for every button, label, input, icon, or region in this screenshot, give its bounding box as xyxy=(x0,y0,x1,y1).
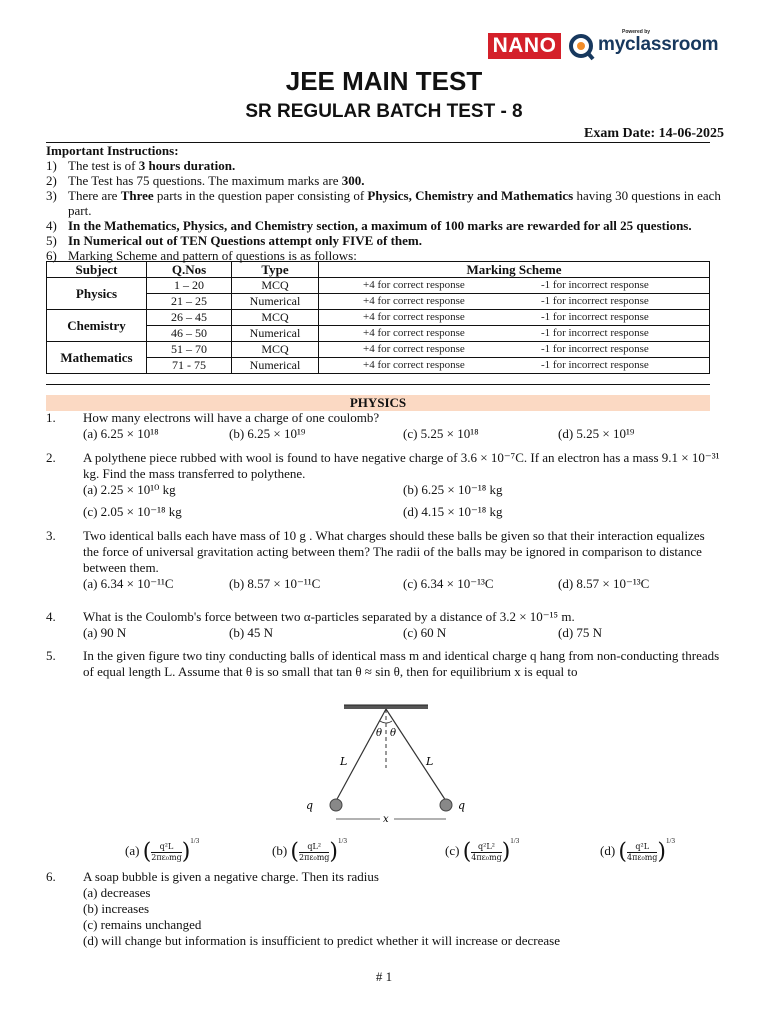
option-c: (c) 60 N xyxy=(403,625,447,640)
section-divider xyxy=(46,384,710,385)
option-d: (d) 75 N xyxy=(558,625,603,640)
table-header: Subject xyxy=(47,262,147,278)
question-text: How many electrons will have a charge of one coulomb? xyxy=(83,410,380,425)
option-b: (b) 6.25 × 10⁻¹⁸ kg xyxy=(403,482,503,497)
subject-cell: Chemistry xyxy=(47,310,147,342)
table-header: Marking Scheme xyxy=(319,262,710,278)
table-row: 46 – 50 Numerical +4 for correct response -1 for incorrect response xyxy=(47,326,710,342)
pendulum-figure xyxy=(290,703,480,828)
charge-label: q xyxy=(306,799,314,812)
instruction-item: 3) There are Three parts in the question paper consisting of Physics, Chemistry and Mathematics having 30 questions in each part. xyxy=(46,188,721,218)
myclassroom-logo-text: myclassroom xyxy=(598,34,719,55)
table-header: Q.Nos xyxy=(147,262,232,278)
table-row: Chemistry 26 – 45 MCQ +4 for correct response -1 for incorrect response xyxy=(47,310,710,326)
option-b: (b) 8.57 × 10⁻¹¹C xyxy=(229,576,321,591)
question-6: 6. A soap bubble is given a negative charge. Then its radius (a) decreases (b) increases (c) remains unchanged (d) will change but information is insufficient to predict whether it will increase or decrease xyxy=(46,869,721,951)
subject-cell: Mathematics xyxy=(47,342,147,374)
question-5-options xyxy=(83,830,703,866)
instruction-item: 2) The Test has 75 questions. The maximum marks are 300. xyxy=(46,173,365,188)
option-d: (d) 8.57 × 10⁻¹³C xyxy=(558,576,650,591)
option-a: (a) 6.34 × 10⁻¹¹C xyxy=(83,576,174,591)
table-row: 21 – 25 Numerical +4 for correct response -1 for incorrect response xyxy=(47,294,710,310)
question-5: 5. In the given figure two tiny conducting balls of identical mass m and identical charge q hang from non-conducting threads of equal length L. Assume that θ is so small that tan θ ≈ sin θ, then for equilibrium x is equal to xyxy=(46,648,720,679)
option-c: (c) 6.34 × 10⁻¹³C xyxy=(403,576,494,591)
question-text: Two identical balls each have mass of 10 g . What charges should these balls be given so that their interaction equalizes the force of universal gravitation acting between them? The radii of the balls may be ignored in comparison to distance between them. xyxy=(83,528,705,575)
option-c: (c) 2.05 × 10⁻¹⁸ kg xyxy=(83,504,182,519)
option-b: (b) increases xyxy=(83,901,150,916)
option-a: (a) 90 N xyxy=(83,625,127,640)
question-text: What is the Coulomb's force between two α-particles separated by a distance of 3.2 × 10⁻¹⁵ m. xyxy=(83,609,575,624)
question-3: 3. Two identical balls each have mass of 10 g . What charges should these balls be given so that their interaction equalizes the force of universal gravitation acting between them? The radii of the balls may be ignored in comparison to distance between them. (a) 6.34 × 10⁻¹¹C (b) 8.57 × 10⁻¹¹C (c) 6.34 × 10⁻¹³C (d) 8.57 × 10⁻¹³C xyxy=(46,528,721,596)
table-row: 71 - 75 Numerical +4 for correct response -1 for incorrect response xyxy=(47,358,710,374)
theta-label: θ xyxy=(376,728,383,739)
nano-logo: NANO xyxy=(488,33,561,59)
instructions-block xyxy=(46,143,721,263)
page-subtitle: SR REGULAR BATCH TEST - 8 xyxy=(245,101,523,122)
option-c: (c) ( $\frac{\text{q²L²}}{\text{4πε₀mg}}$ )1/3 xyxy=(445,837,520,865)
length-label: L xyxy=(340,755,348,768)
question-4: 4. What is the Coulomb's force between two α-particles separated by a distance of 3.2 × 10⁻¹⁵ m. (a) 90 N (b) 45 N (c) 60 N (d) 75 N xyxy=(46,609,721,643)
option-c: (c) 5.25 × 10¹⁸ xyxy=(403,426,479,441)
charge-label: q xyxy=(458,799,466,812)
marking-scheme-table xyxy=(46,261,710,374)
table-row: Physics 1 – 20 MCQ +4 for correct response -1 for incorrect response xyxy=(47,278,710,294)
option-c: (c) remains unchanged xyxy=(83,917,202,932)
option-d: (d) 4.15 × 10⁻¹⁸ kg xyxy=(403,504,503,519)
question-text: In the given figure two tiny conducting balls of identical mass m and identical charge q hang from non-conducting threads of equal length L. Assume that θ is so small that tan θ ≈ sin θ, then for equilibrium x is equal to xyxy=(83,648,720,679)
exam-date: Exam Date: 14-06-2025 xyxy=(584,126,724,141)
separation-label: x xyxy=(383,814,389,825)
subject-cell: Physics xyxy=(47,278,147,310)
question-2: 2. A polythene piece rubbed with wool is found to have negative charge of 3.6 × 10⁻⁷C. If an electron has a mass 9.1 × 10⁻³¹ kg. Find the mass transferred to polythene. (a) 2.25 × 10¹⁰ kg (b) 6.25 × 10⁻¹⁸ kg (c) 2.05 × 10⁻¹⁸ kg (d) 4.15 × 10⁻¹⁸ kg xyxy=(46,450,720,519)
theta-label: θ xyxy=(390,728,397,739)
option-a: (a) ( $\frac{\text{q²L}}{\text{2πε₀mg}}$ )1/3 xyxy=(125,837,200,865)
question-text: A soap bubble is given a negative charge. Then its radius xyxy=(83,869,379,884)
myclassroom-q-logo-icon xyxy=(568,33,596,61)
option-a: (a) 2.25 × 10¹⁰ kg xyxy=(83,482,176,497)
page-title: JEE MAIN TEST xyxy=(285,66,483,96)
option-d: (d) will change but information is insufficient to predict whether it will increase or decrease xyxy=(83,933,560,948)
option-b: (b) 6.25 × 10¹⁹ xyxy=(229,426,306,441)
table-header: Type xyxy=(232,262,319,278)
option-a: (a) 6.25 × 10¹⁸ xyxy=(83,426,159,441)
table-header-row xyxy=(47,262,710,278)
table-row: Mathematics 51 – 70 MCQ +4 for correct response -1 for incorrect response xyxy=(47,342,710,358)
page-number: # 1 xyxy=(375,969,393,984)
instruction-item: 1) The test is of 3 hours duration. xyxy=(46,158,236,173)
question-1: 1. How many electrons will have a charge of one coulomb? (a) 6.25 × 10¹⁸ (b) 6.25 × 10¹⁹ (c) 5.25 × 10¹⁸ (d) 5.25 × 10¹⁹ xyxy=(46,410,721,444)
option-d: (d) ( $\frac{\text{q²L}}{\text{4πε₀mg}}$ )1/3 xyxy=(600,837,675,865)
option-b: (b) 45 N xyxy=(229,625,274,640)
section-header-physics: PHYSICS xyxy=(46,395,710,411)
option-b: (b) ( $\frac{\text{qL²}}{\text{2πε₀mg}}$ )1/3 xyxy=(272,837,347,865)
powered-by-label: Powered by xyxy=(622,29,651,35)
instruction-item: 6) Marking Scheme and pattern of questions is as follows: xyxy=(46,248,357,263)
length-label: L xyxy=(426,755,434,768)
instruction-item: 4) In the Mathematics, Physics, and Chemistry section, a maximum of 100 marks are rewarded for all 25 questions. xyxy=(46,218,692,233)
instruction-item: 5) In Numerical out of TEN Questions attempt only FIVE of them. xyxy=(46,233,423,248)
option-d: (d) 5.25 × 10¹⁹ xyxy=(558,426,635,441)
question-text: A polythene piece rubbed with wool is found to have negative charge of 3.6 × 10⁻⁷C. If an electron has a mass 9.1 × 10⁻³¹ kg. Find the mass transferred to polythene. xyxy=(83,450,720,481)
instructions-heading: Important Instructions: xyxy=(46,143,179,158)
option-a: (a) decreases xyxy=(83,885,151,900)
